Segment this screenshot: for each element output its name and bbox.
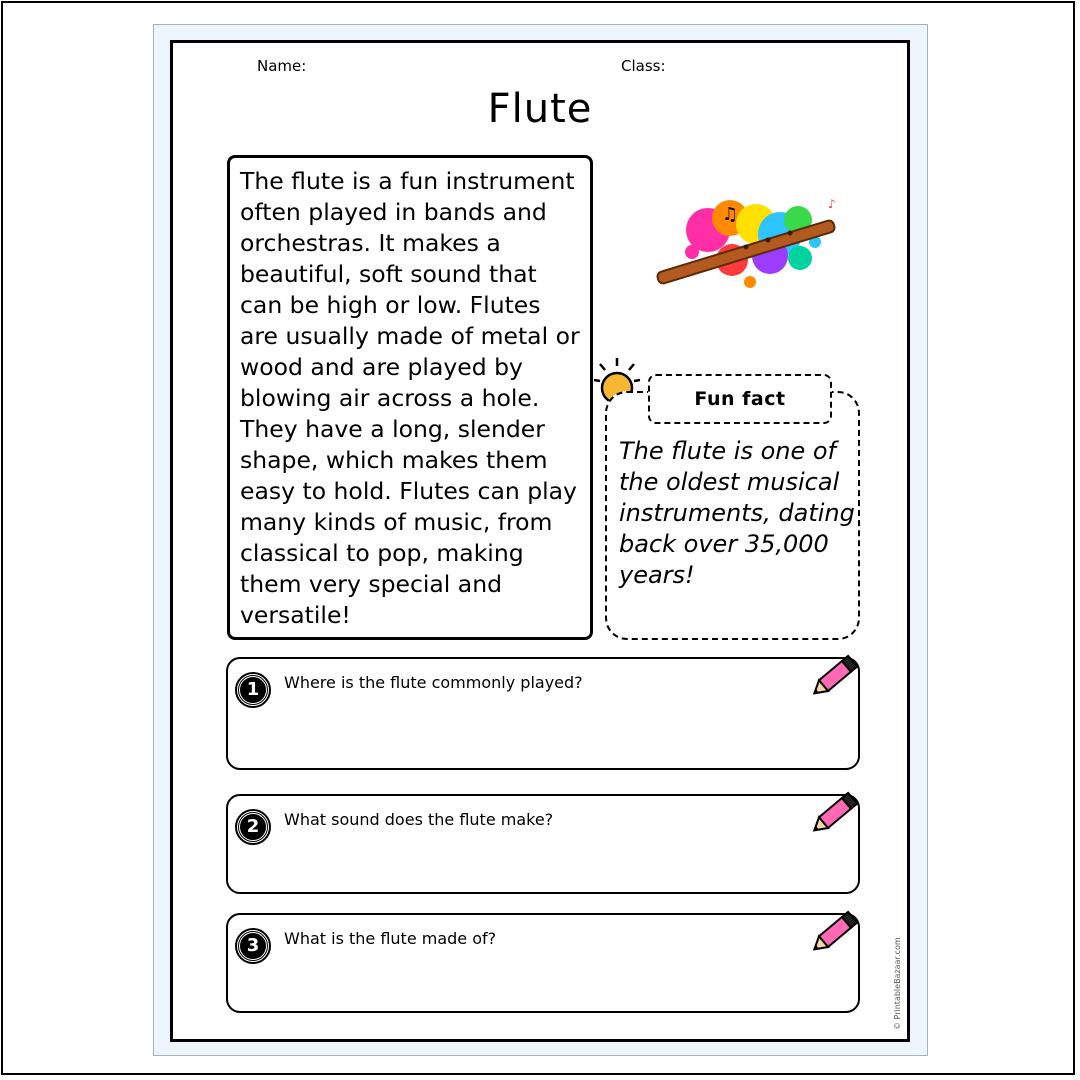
reading-passage: The flute is a fun instrument often played in bands and orchestras. It makes a beautiful, soft sound that can be high or low. Flutes are usually made of metal or wood and are played by blowing air across a hole. They have a long, slender shape, which makes them easy to hold. Flutes can play many kinds of music, from classical to pop, making them very special and versatile! bbox=[227, 155, 593, 640]
question-1-text: Where is the flute commonly played? bbox=[284, 673, 583, 692]
copyright-credit: © PrintableBazaar.com bbox=[893, 937, 902, 1030]
question-number-2: 2 bbox=[237, 811, 269, 843]
pencil-icon bbox=[806, 647, 864, 705]
question-3-text: What is the flute made of? bbox=[284, 929, 497, 948]
page-title: Flute bbox=[487, 86, 593, 132]
flute-illustration-icon bbox=[650, 190, 840, 310]
fun-fact-title: Fun fact bbox=[648, 374, 832, 424]
class-label: Class: bbox=[621, 57, 666, 75]
question-number-1: 1 bbox=[237, 674, 269, 706]
question-1-answer-box[interactable] bbox=[226, 657, 860, 770]
question-2-answer-box[interactable] bbox=[226, 794, 860, 894]
name-label: Name: bbox=[257, 57, 307, 75]
pencil-icon bbox=[806, 903, 864, 961]
question-2-text: What sound does the flute make? bbox=[284, 810, 554, 829]
svg-text:♪: ♪ bbox=[828, 197, 836, 211]
question-3-answer-box[interactable] bbox=[226, 913, 860, 1013]
fun-fact-text: The flute is one of the oldest musical instruments, dating back over 35,000 years! bbox=[619, 437, 855, 589]
pencil-icon bbox=[806, 784, 864, 842]
svg-text:♫: ♫ bbox=[722, 204, 739, 225]
question-number-3: 3 bbox=[237, 930, 269, 962]
